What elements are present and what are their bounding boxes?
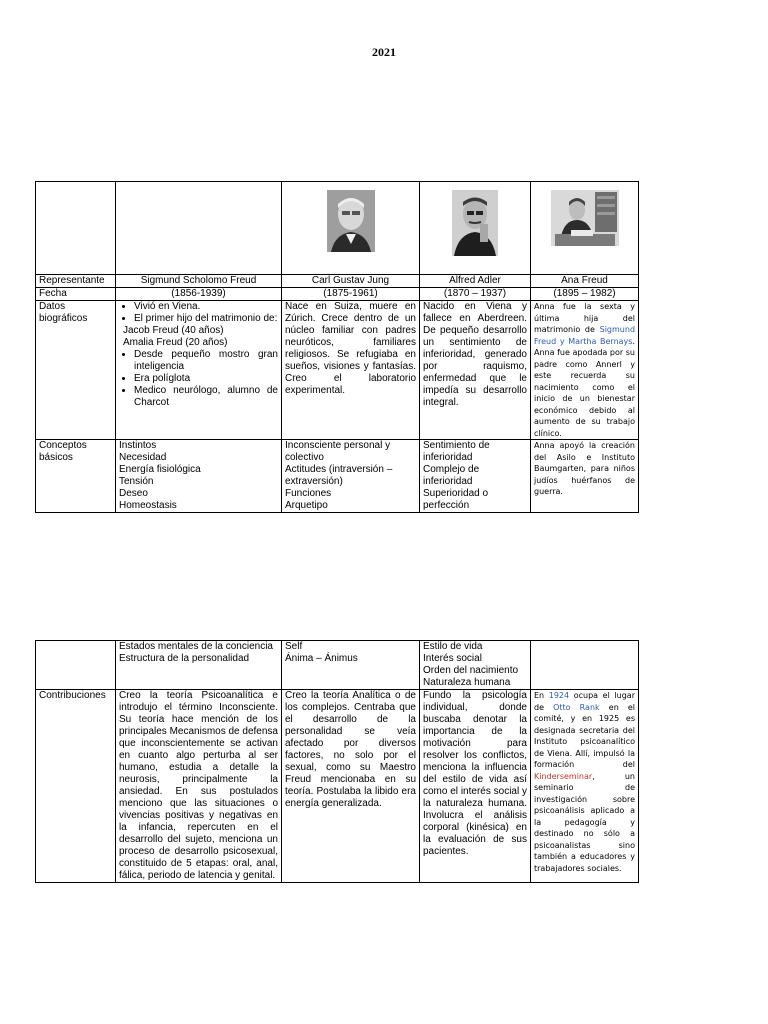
cell-anna-fecha: (1895 – 1982)	[531, 288, 639, 301]
cell-jung-contrib: Creo la teoría Analítica o de los complejos. Centraba que el desarrollo de la personalidad se veía afectado por diversos factores, no solo por el sexual, como su Maestro Freud mencionaba en su teoría. Postulaba la libido era energía generalizada.	[282, 690, 420, 883]
comparison-table-1	[35, 181, 639, 513]
cell-jung-name: Carl Gustav Jung	[282, 275, 420, 288]
row-conceptos	[36, 440, 639, 513]
row-datos-biograficos	[36, 301, 639, 440]
list-item: • Medico neurólogo, alumno de Charcot	[134, 385, 278, 409]
list-item: Arquetipo	[285, 500, 328, 511]
list-item: Instintos	[119, 440, 157, 451]
list-item: Homeostasis	[119, 500, 177, 511]
cell-jung-datos: Nace en Suiza, muere en Zúrich. Crece dentro de un núcleo familiar con padres neuróticos, familiares religiosos. Se refugiaba en sueños, visiones y fantasías. Creo el laboratorio experimental.	[282, 301, 420, 440]
list-item: Deseo	[119, 488, 148, 499]
photo-cell-jung	[282, 182, 420, 275]
anna-contrib-3: en el comité, y en 1925 es designada secretaria del Instituto psicoanalítico de Viena. Allí, impulsó la formación del	[534, 702, 636, 769]
list-item: Energía fisiológica	[119, 464, 201, 475]
list-item: Ánima – Ánimus	[285, 653, 358, 664]
list-item: Orden del nacimiento	[423, 665, 519, 676]
list-item: Estilo de vida	[423, 641, 483, 652]
list-item: Inconsciente personal y colectivo	[285, 440, 391, 463]
cell-adler-conceptos-cont	[420, 641, 531, 690]
label-conceptos: Conceptos básicos	[36, 440, 116, 513]
list-item: Complejo de inferioridad	[423, 464, 480, 487]
cell-anna-datos	[531, 301, 639, 440]
freud-bio-list	[119, 301, 278, 325]
cell-adler-name: Alfred Adler	[420, 275, 531, 288]
cell-freud-name: Sigmund Scholomo Freud	[116, 275, 282, 288]
cell-anna-contrib	[531, 690, 639, 883]
list-item: Necesidad	[119, 452, 167, 463]
list-item: Actitudes (intraversión – extraversión)	[285, 464, 393, 487]
label-empty	[36, 641, 116, 690]
label-datos: Datos biográficos	[36, 301, 116, 440]
row-representante	[36, 275, 639, 288]
list-item: Interés social	[423, 653, 482, 664]
label-fecha: Fecha	[36, 288, 116, 301]
freud-bio-list-2	[119, 349, 278, 409]
list-item: Estados mentales de la conciencia	[119, 641, 273, 652]
cell-jung-conceptos-cont	[282, 641, 420, 690]
row-conceptos-cont	[36, 641, 639, 690]
year-1924-link[interactable]: 1924	[548, 691, 570, 700]
document-year: 2021	[372, 45, 396, 59]
jung-portrait-photo	[327, 190, 375, 252]
label-contribuciones: Contribuciones	[36, 690, 116, 883]
list-item: Estructura de la personalidad	[119, 653, 250, 664]
comparison-table-2	[35, 640, 639, 883]
cell-adler-datos: Nacido en Viena y fallece en Aberdreen. De pequeño desarrollo un sentimiento de inferioridad, generado por raquismo, enfermedad que le impedía su desarrollo integral.	[420, 301, 531, 440]
list-item: • Era políglota	[134, 373, 278, 385]
photo-cell-anna	[531, 182, 639, 275]
photo-cell-adler	[420, 182, 531, 275]
row-fecha	[36, 288, 639, 301]
anna-bio-pre: Anna fue la sexta y última hija del matrimonio de	[534, 302, 635, 334]
list-item: Sentimiento de inferioridad	[423, 440, 490, 463]
cell-jung-fecha: (1875-1961)	[282, 288, 420, 301]
list-item: Tensión	[119, 476, 154, 487]
anna-contrib-4: , un seminario de investigación sobre psicoanálisis aplicado a la pedagogía y destinado no sólo a psicoanalistas sino también a educadores y trabajadores sociales.	[534, 771, 635, 873]
cell-adler-conceptos	[420, 440, 531, 513]
anna-freud-photo	[551, 190, 619, 246]
cell-freud-conceptos	[116, 440, 282, 513]
photo-cell-empty	[36, 182, 116, 275]
cell-anna-conceptos-cont-empty	[531, 641, 639, 690]
anna-bio-post: . Anna fue apodada por su padre como Annerl y este recuerda su nacimiento como el inicio de un bienestar económico debido al aumento de su trabajo clínico.	[534, 336, 635, 438]
list-item: • Vivió en Viena.	[134, 301, 278, 313]
cell-anna-name: Ana Freud	[531, 275, 639, 288]
list-item: Funciones	[285, 488, 332, 499]
cell-freud-datos	[116, 301, 282, 440]
cell-anna-conceptos: Anna apoyó la creación del Asilo e Instituto Baumgarten, para niños judíos huérfanos de guerra.	[531, 440, 639, 513]
freud-parent-father: Jacob Freud (40 años)	[123, 325, 224, 336]
photo-cell-freud-empty	[116, 182, 282, 275]
cell-freud-fecha: (1856-1939)	[116, 288, 282, 301]
cell-jung-conceptos	[282, 440, 420, 513]
cell-adler-fecha: (1870 – 1937)	[420, 288, 531, 301]
list-item: Self	[285, 641, 303, 652]
anna-contrib-1: En	[534, 691, 549, 700]
cell-adler-contrib: Fundo la psicología individual, donde buscaba denotar la importancia de la motivación para resolver los conflictos, menciona la influencia del estilo de vida así como el interés social y la naturaleza humana. Involucra el análisis corporal (kinésica) en la evaluación de sus pacientes.	[420, 690, 531, 883]
kinderseminar-link[interactable]: Kinderseminar	[534, 771, 593, 781]
anna-contrib-2: ocupa el lugar de	[534, 691, 635, 712]
list-item: Naturaleza humana	[423, 677, 511, 688]
label-representante: Representante	[36, 275, 116, 288]
cell-freud-contrib: Creo la teoría Psicoanalítica e introdujo el término Inconsciente. Su teoría hace mención de los principales Mecanismos de defensa que inconscientemente se activan en cuanto algo perturba al ser humano, estudia a detalle la neurosis, principalmente la ansiedad. En sus postulados menciono que las situaciones o vivencias positivas y negativas en la infancia, repercuten en el desarrollo del sujeto, menciona un proceso de desarrollo psicosexual, constituido de 5 etapas: oral, anal, fálica, periodo de latencia y genital.	[116, 690, 282, 883]
freud-parent-mother: Amalia Freud (20 años)	[123, 337, 228, 348]
freud-bernays-link[interactable]: Sigmund Freud y Martha Bernays	[534, 325, 636, 346]
adler-portrait-photo	[452, 190, 498, 256]
photo-row	[36, 182, 639, 275]
list-item: Superioridad o perfección	[423, 488, 489, 511]
list-item: • El primer hijo del matrimonio de:	[134, 313, 278, 325]
list-item: • Desde pequeño mostro gran inteligencia	[134, 349, 278, 373]
otto-rank-link[interactable]: Otto Rank	[553, 702, 600, 712]
row-contribuciones	[36, 690, 639, 883]
cell-freud-conceptos-cont	[116, 641, 282, 690]
